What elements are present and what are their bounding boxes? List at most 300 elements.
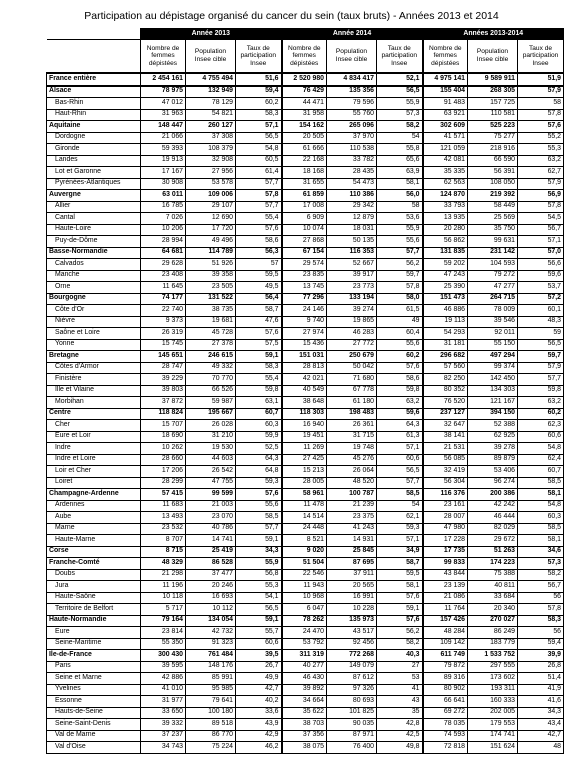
region-row [47, 190, 564, 202]
table-cell: 116 376 [423, 489, 468, 501]
row-label: Indre et Loire [47, 454, 141, 466]
table-cell: 7 026 [141, 213, 186, 225]
table-cell: 19 530 [186, 443, 236, 455]
table-cell: 51 263 [468, 546, 518, 558]
table-cell: 31 958 [282, 109, 327, 121]
table-cell: 4 834 417 [327, 73, 377, 86]
table-cell: 109 142 [423, 638, 468, 650]
table-cell: 34 664 [282, 696, 327, 708]
table-cell: 110 386 [327, 190, 377, 202]
department-row [47, 696, 564, 708]
table-cell: 47 243 [423, 270, 468, 282]
table-cell: 58,2 [377, 121, 423, 133]
table-cell: 58,0 [377, 293, 423, 305]
department-row [47, 374, 564, 386]
table-cell: 19 913 [141, 155, 186, 167]
table-cell: 78 975 [141, 86, 186, 98]
table-cell: 54,5 [518, 213, 564, 225]
table-cell: 91 483 [423, 98, 468, 110]
table-cell: 219 392 [468, 190, 518, 202]
table-cell: 57,6 [518, 121, 564, 133]
row-label: Basse-Normandie [47, 247, 141, 259]
table-cell: 55,9 [377, 224, 423, 236]
department-row [47, 627, 564, 639]
table-cell: 268 305 [468, 86, 518, 98]
region-row [47, 408, 564, 420]
table-cell: 31 210 [186, 431, 236, 443]
row-label: Franche-Comté [47, 558, 141, 570]
table-cell: 218 916 [468, 144, 518, 156]
department-row [47, 569, 564, 581]
table-cell: 297 555 [468, 661, 518, 673]
table-cell: 46 283 [327, 328, 377, 340]
table-cell: 10 968 [282, 592, 327, 604]
table-cell: 59 393 [141, 144, 186, 156]
table-cell: 28 660 [141, 454, 186, 466]
table-cell: 76 520 [423, 397, 468, 409]
table-cell: 41 243 [327, 523, 377, 535]
table-cell: 49 496 [186, 236, 236, 248]
department-row [47, 443, 564, 455]
table-cell: 237 127 [423, 408, 468, 420]
table-cell: 79 872 [423, 661, 468, 673]
table-cell: 59,1 [236, 615, 282, 627]
table-cell: 57,9 [518, 86, 564, 98]
table-cell: 118 824 [141, 408, 186, 420]
table-cell: 59,5 [236, 270, 282, 282]
table-cell: 23 505 [186, 282, 236, 294]
table-cell: 39 917 [327, 270, 377, 282]
table-cell: 56 304 [423, 477, 468, 489]
table-cell: 110 581 [468, 109, 518, 121]
table-cell: 135 973 [327, 615, 377, 627]
table-cell: 26 542 [186, 466, 236, 478]
table-cell: 37 237 [141, 730, 186, 742]
table-cell: 270 027 [468, 615, 518, 627]
row-label: Puy-de-Dôme [47, 236, 141, 248]
table-cell: 56,5 [377, 86, 423, 98]
table-cell: 160 333 [468, 696, 518, 708]
department-row [47, 305, 564, 317]
table-cell: 48 520 [327, 477, 377, 489]
table-cell: 66 641 [423, 696, 468, 708]
department-row [47, 719, 564, 731]
table-cell: 11 943 [282, 581, 327, 593]
table-cell: 23 161 [423, 500, 468, 512]
table-cell: 53 [377, 673, 423, 685]
table-cell: 15 213 [282, 466, 327, 478]
table-cell: 80 352 [423, 385, 468, 397]
department-row [47, 155, 564, 167]
row-label: Lot et Garonne [47, 167, 141, 179]
table-cell: 27 378 [186, 339, 236, 351]
region-row [47, 247, 564, 259]
table-cell: 21 003 [186, 500, 236, 512]
table-cell: 16 991 [327, 592, 377, 604]
table-cell: 79 272 [468, 270, 518, 282]
table-cell: 29 574 [282, 259, 327, 271]
table-cell: 99 631 [468, 236, 518, 248]
table-cell: 43 [377, 696, 423, 708]
table-cell: 39,5 [236, 650, 282, 662]
table-cell: 61 666 [282, 144, 327, 156]
table-cell: 99 833 [423, 558, 468, 570]
table-cell: 47 980 [423, 523, 468, 535]
table-cell: 56,4 [236, 293, 282, 305]
table-cell: 27 974 [282, 328, 327, 340]
table-cell: 63 921 [423, 109, 468, 121]
table-cell: 69 272 [423, 707, 468, 719]
table-cell: 55,3 [236, 581, 282, 593]
table-cell: 24 470 [282, 627, 327, 639]
table-cell: 57,8 [518, 109, 564, 121]
table-cell: 78 009 [468, 305, 518, 317]
table-cell: 134 303 [468, 385, 518, 397]
table-cell: 43 844 [423, 569, 468, 581]
row-label: Eure [47, 627, 141, 639]
table-cell: 77 296 [282, 293, 327, 305]
table-cell: 31 181 [423, 339, 468, 351]
table-cell: 59,5 [377, 569, 423, 581]
column-header: Nombre de femmes dépistées [282, 40, 327, 74]
table-cell: 67 154 [282, 247, 327, 259]
table-cell: 40 277 [282, 661, 327, 673]
table-cell: 55 350 [141, 638, 186, 650]
table-cell: 64,8 [236, 466, 282, 478]
table-cell: 39 332 [141, 719, 186, 731]
row-label: Yvelines [47, 684, 141, 696]
table-cell: 54 [377, 132, 423, 144]
table-cell: 51,9 [518, 73, 564, 86]
table-cell: 18 690 [141, 431, 186, 443]
department-row [47, 282, 564, 294]
table-cell: 42 242 [468, 500, 518, 512]
row-label: Jura [47, 581, 141, 593]
row-label: Doubs [47, 569, 141, 581]
table-cell: 37 308 [186, 132, 236, 144]
table-cell: 63,2 [518, 155, 564, 167]
table-cell: 57,6 [236, 328, 282, 340]
department-row [47, 224, 564, 236]
department-row [47, 661, 564, 673]
table-cell: 497 294 [468, 351, 518, 363]
table-cell: 61,4 [236, 167, 282, 179]
department-row [47, 592, 564, 604]
table-cell: 62 563 [423, 178, 468, 190]
row-label: Seine et Marne [47, 673, 141, 685]
table-cell: 195 667 [186, 408, 236, 420]
table-cell: 19 748 [327, 443, 377, 455]
table-cell: 265 096 [327, 121, 377, 133]
table-cell: 59,9 [236, 431, 282, 443]
department-row [47, 604, 564, 616]
table-cell: 41,6 [518, 696, 564, 708]
column-header: Population Insee cible [186, 40, 236, 74]
table-cell: 57,7 [236, 201, 282, 213]
row-label: Corse [47, 546, 141, 558]
table-cell: 56,5 [236, 604, 282, 616]
table-cell: 59,1 [377, 604, 423, 616]
table-cell: 57,9 [518, 178, 564, 190]
table-cell: 58 [377, 201, 423, 213]
table-cell: 56,9 [518, 190, 564, 202]
department-row [47, 270, 564, 282]
table-cell: 41 571 [423, 132, 468, 144]
table-cell: 55,9 [236, 558, 282, 570]
table-cell: 47 012 [141, 98, 186, 110]
table-cell: 100 787 [327, 489, 377, 501]
table-cell: 60,7 [236, 408, 282, 420]
table-cell: 54,8 [518, 443, 564, 455]
table-cell: 183 779 [468, 638, 518, 650]
region-row [47, 615, 564, 627]
table-cell: 28 299 [141, 477, 186, 489]
table-cell: 59,6 [377, 408, 423, 420]
table-cell: 11 478 [282, 500, 327, 512]
table-cell: 67 778 [327, 385, 377, 397]
department-row [47, 328, 564, 340]
table-cell: 99 374 [468, 362, 518, 374]
table-cell: 55,4 [236, 213, 282, 225]
department-row [47, 420, 564, 432]
region-row [47, 558, 564, 570]
row-label: Côtes d'Armor [47, 362, 141, 374]
department-row [47, 431, 564, 443]
table-cell: 48,3 [518, 316, 564, 328]
table-cell: 53,6 [377, 213, 423, 225]
row-label: Auvergne [47, 190, 141, 202]
table-cell: 39 278 [468, 443, 518, 455]
table-cell: 82 250 [423, 374, 468, 386]
column-header: Taux de participation Insee [518, 40, 564, 74]
table-cell: 47 277 [468, 282, 518, 294]
department-row [47, 132, 564, 144]
table-cell: 28 435 [327, 167, 377, 179]
table-cell: 57,9 [518, 362, 564, 374]
table-cell: 42,5 [377, 730, 423, 742]
screening-table [46, 28, 564, 754]
table-cell: 37 477 [186, 569, 236, 581]
table-cell: 133 194 [327, 293, 377, 305]
table-cell: 52,1 [377, 73, 423, 86]
column-header: Nombre de femmes dépistées [423, 40, 468, 74]
row-label: Haute-Loire [47, 224, 141, 236]
table-cell: 90 035 [327, 719, 377, 731]
table-cell: 29 342 [327, 201, 377, 213]
table-cell: 80 693 [327, 696, 377, 708]
table-cell: 41 [377, 684, 423, 696]
table-cell: 70 770 [186, 374, 236, 386]
table-cell: 50 042 [327, 362, 377, 374]
row-label: Paris [47, 661, 141, 673]
table-cell: 10 262 [141, 443, 186, 455]
department-row [47, 673, 564, 685]
table-cell: 21 086 [423, 592, 468, 604]
table-cell: 78 129 [186, 98, 236, 110]
table-cell: 59,8 [236, 385, 282, 397]
table-cell: 772 268 [327, 650, 377, 662]
table-cell: 57,0 [518, 247, 564, 259]
table-cell: 75 277 [468, 132, 518, 144]
table-cell: 525 223 [468, 121, 518, 133]
table-cell: 148 447 [141, 121, 186, 133]
row-label: Ille et Vilaine [47, 385, 141, 397]
table-cell: 71 680 [327, 374, 377, 386]
table-cell: 58,2 [518, 569, 564, 581]
table-cell: 65,6 [377, 155, 423, 167]
table-cell: 174 223 [468, 558, 518, 570]
table-cell: 60,3 [236, 420, 282, 432]
table-cell: 250 679 [327, 351, 377, 363]
table-cell: 173 602 [468, 673, 518, 685]
table-cell: 311 319 [282, 650, 327, 662]
page-title: Participation au dépistage organisé du cancer du sein (taux bruts) - Années 2013 et 2014 [84, 10, 499, 22]
row-label: Marne [47, 523, 141, 535]
table-cell: 23 773 [327, 282, 377, 294]
table-cell: 58,2 [377, 638, 423, 650]
table-cell: 56,6 [518, 259, 564, 271]
table-cell: 34,3 [518, 707, 564, 719]
table-cell: 56,5 [236, 132, 282, 144]
table-cell: 57,1 [518, 236, 564, 248]
table-cell: 61,3 [377, 431, 423, 443]
table-cell: 28 007 [423, 512, 468, 524]
row-label: Loir et Cher [47, 466, 141, 478]
table-cell: 59 202 [423, 259, 468, 271]
table-cell: 6 909 [282, 213, 327, 225]
table-cell: 49,9 [236, 673, 282, 685]
table-cell: 33,6 [236, 707, 282, 719]
table-cell: 157 725 [468, 98, 518, 110]
table-cell: 44 471 [282, 98, 327, 110]
table-cell: 58,5 [236, 512, 282, 524]
table-cell: 28 994 [141, 236, 186, 248]
table-cell: 8 521 [282, 535, 327, 547]
table-cell: 29 107 [186, 201, 236, 213]
department-row [47, 730, 564, 742]
row-label: Yonne [47, 339, 141, 351]
table-cell: 108 050 [468, 178, 518, 190]
table-cell: 46 886 [423, 305, 468, 317]
department-row [47, 535, 564, 547]
table-cell: 76 400 [327, 742, 377, 754]
department-row [47, 213, 564, 225]
row-label: Ile-de-France [47, 650, 141, 662]
table-cell: 24 448 [282, 523, 327, 535]
table-cell: 394 150 [468, 408, 518, 420]
table-cell: 59,8 [377, 385, 423, 397]
table-cell: 56,3 [236, 247, 282, 259]
department-row [47, 742, 564, 754]
table-cell: 54 473 [327, 178, 377, 190]
table-cell: 22 740 [141, 305, 186, 317]
row-label: Seine-Saint-Denis [47, 719, 141, 731]
table-cell: 55,6 [236, 500, 282, 512]
table-cell: 52 667 [327, 259, 377, 271]
table-cell: 25 569 [468, 213, 518, 225]
table-cell: 75 224 [186, 742, 236, 754]
table-cell: 148 176 [186, 661, 236, 673]
table-cell: 37 911 [327, 569, 377, 581]
table-cell: 52,5 [236, 443, 282, 455]
row-label: Bas-Rhin [47, 98, 141, 110]
table-cell: 260 127 [186, 121, 236, 133]
table-cell: 25 390 [423, 282, 468, 294]
row-label: Indre [47, 443, 141, 455]
department-row [47, 316, 564, 328]
table-cell: 56,2 [377, 627, 423, 639]
region-row [47, 546, 564, 558]
table-cell: 58,1 [518, 489, 564, 501]
table-cell: 56,7 [518, 581, 564, 593]
table-cell: 28 813 [282, 362, 327, 374]
department-row [47, 684, 564, 696]
table-cell: 86 770 [186, 730, 236, 742]
table-cell: 58,5 [518, 523, 564, 535]
table-cell: 58,1 [377, 178, 423, 190]
table-cell: 16 940 [282, 420, 327, 432]
table-cell: 302 609 [423, 121, 468, 133]
department-row [47, 385, 564, 397]
table-cell: 54 [377, 500, 423, 512]
row-label: Pyrénées-Atlantiques [47, 178, 141, 190]
row-label: Saône et Loire [47, 328, 141, 340]
table-cell: 57,8 [236, 190, 282, 202]
table-cell: 29 628 [141, 259, 186, 271]
table-cell: 47,6 [236, 316, 282, 328]
table-cell: 19 681 [186, 316, 236, 328]
table-cell: 52 388 [468, 420, 518, 432]
table-cell: 79 596 [327, 98, 377, 110]
table-cell: 20 280 [423, 224, 468, 236]
row-label: Bretagne [47, 351, 141, 363]
table-cell: 17 008 [282, 201, 327, 213]
table-cell: 9 373 [141, 316, 186, 328]
row-label: Centre [47, 408, 141, 420]
table-cell: 58,3 [518, 615, 564, 627]
table-cell: 48 284 [423, 627, 468, 639]
table-cell: 61,5 [377, 305, 423, 317]
table-cell: 60,3 [518, 512, 564, 524]
table-cell: 58 449 [468, 201, 518, 213]
table-cell: 41 010 [141, 684, 186, 696]
table-cell: 44 603 [186, 454, 236, 466]
region-row [47, 121, 564, 133]
table-cell: 108 379 [186, 144, 236, 156]
table-cell: 38 735 [186, 305, 236, 317]
table-cell: 15 745 [141, 339, 186, 351]
column-header: Taux de participation Insee [236, 40, 282, 74]
table-cell: 145 651 [141, 351, 186, 363]
table-cell: 57,7 [377, 247, 423, 259]
table-cell: 55,2 [518, 132, 564, 144]
row-label: Seine-Maritime [47, 638, 141, 650]
table-cell: 58,7 [236, 305, 282, 317]
table-cell: 134 054 [186, 615, 236, 627]
department-row [47, 98, 564, 110]
row-label: Eure et Loir [47, 431, 141, 443]
table-cell: 60,7 [518, 466, 564, 478]
table-cell: 37 356 [282, 730, 327, 742]
department-row [47, 236, 564, 248]
row-label: Haute-Normandie [47, 615, 141, 627]
row-label: Aquitaine [47, 121, 141, 133]
table-cell: 39 595 [141, 661, 186, 673]
table-cell: 31 655 [282, 178, 327, 190]
table-cell: 34,6 [518, 546, 564, 558]
table-cell: 32 419 [423, 466, 468, 478]
table-cell: 121 059 [423, 144, 468, 156]
